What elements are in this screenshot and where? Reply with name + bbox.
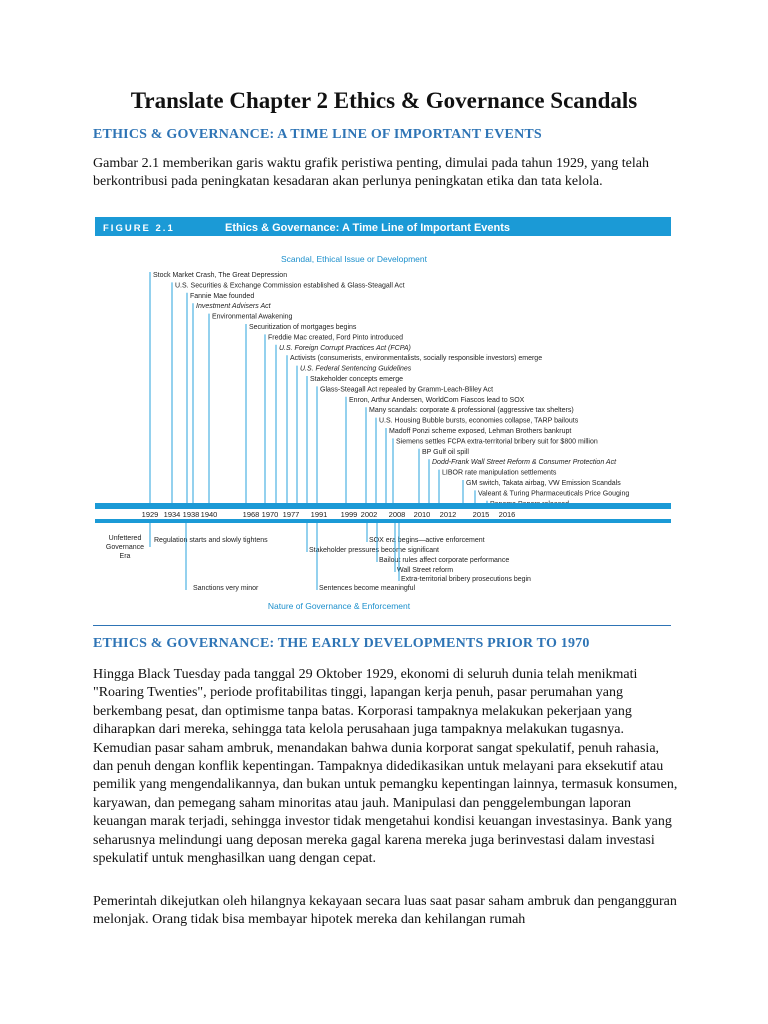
- governance-label: Unfettered: [108, 535, 142, 542]
- timeline-bottom-bar: [95, 519, 671, 523]
- event-label: GM switch, Takata airbag, VW Emission Scandals: [466, 480, 621, 487]
- body-paragraph-1: Hingga Black Tuesday pada tanggal 29 Oktober 1929, ekonomi di seluruh dunia telah menikmati "Roaring Twenties", periode profitabilitas tinggi, lapangan kerja penuh, pasar perumahan yang berkembang pesat, dan optimisme tanpa batas. Korporasi tampaknya melakukan pekerjaan yang diharapkan dari mereka, sehingga tata kelola perusahaan juga tampaknya melakukan tugasnya. Kemudian pasar saham ambruk, menandakan bahwa dunia korporat sangat spekulatif, penuh rahasia, dan penuh dengan konflik kepentingan. Tampaknya didedikasikan untuk melayani para eksekutif atau pemilik yang mengendalikannya, dan bukan untuk pemangku kepentingan lainnya, termasuk konsumen, karyawan, dan pemegang saham minoritas atau jauh. Manipulasi dan penggelembungan laporan keuangan marak terjadi, sehingga investor tidak mengetahui kondisi keuangan investasinya. Bank yang seharusnya melindungi uang deposan mereka gagal karena mereka juga berinvestasi dalam investasi spekulatif untuk menghasilkan uang dengan cepat.: [93, 667, 678, 867]
- event-label: Siemens settles FCPA extra-territorial bribery suit for $800 million: [396, 438, 598, 446]
- section-heading-early-developments: ETHICS & GOVERNANCE: THE EARLY DEVELOPMENTS PRIOR TO 1970: [93, 636, 590, 651]
- governance-label: Sentences become meaningful: [319, 585, 416, 592]
- event-label: Dodd-Frank Wall Street Reform & Consumer Protection Act: [432, 459, 617, 467]
- year-label: 1940: [200, 510, 218, 519]
- event-label: Investment Advisers Act: [196, 303, 271, 311]
- event-label: U.S. Foreign Corrupt Practices Act (FCPA): [279, 344, 411, 352]
- section-heading-timeline: ETHICS & GOVERNANCE: A TIME LINE OF IMPORTANT EVENTS: [93, 127, 542, 142]
- event-group: [150, 272, 629, 508]
- event-label: U.S. Federal Sentencing Guidelines: [300, 365, 412, 373]
- event-label: Fannie Mae founded: [190, 292, 255, 300]
- event-label: U.S. Securities & Exchange Commission established & Glass-Steagall Act: [175, 282, 405, 290]
- scandal-caption: Scandal, Ethical Issue or Development: [281, 254, 427, 264]
- event-label: Valeant & Turing Pharmaceuticals Price Gouging: [478, 490, 630, 498]
- intro-paragraph: Gambar 2.1 memberikan garis waktu grafik peristiwa penting, dimulai pada tahun 1929, yang telah berkontribusi pada peningkatan kesadaran akan perlunya peningkatan etika dan tata kelola.: [93, 156, 649, 190]
- event-label: Environmental Awakening: [212, 313, 293, 321]
- event-label: Many scandals: corporate & professional (aggressive tax shelters): [369, 407, 574, 415]
- event-label: Glass-Steagall Act repealed by Gramm-Leach-Bliley Act: [320, 386, 494, 394]
- event-label: Activists (consumerists, environmentalists, socially responsible investors) emerge: [290, 355, 543, 363]
- year-label: 1938: [182, 510, 200, 519]
- year-label: 2008: [388, 510, 406, 519]
- body-paragraph-2: Pemerintah dikejutkan oleh hilangnya kekayaan secara luas saat pasar saham ambruk dan pengangguran melonjak. Orang tidak bisa membayar hipotek mereka dan kehilangan rumah: [93, 894, 677, 928]
- year-label: 1999: [340, 510, 358, 519]
- governance-label: Stakeholder pressures become significant: [309, 547, 439, 554]
- year-label: 1970: [261, 510, 279, 519]
- governance-label: Era: [119, 553, 131, 560]
- year-label: 1929: [141, 510, 159, 519]
- year-label: 2012: [439, 510, 457, 519]
- governance-label: SOX era begins—active enforcement: [369, 537, 485, 544]
- year-label: 2015: [472, 510, 490, 519]
- governance-caption: Nature of Governance & Enforcement: [267, 601, 411, 611]
- governance-label: Sanctions very minor: [193, 585, 259, 592]
- governance-label: Regulation starts and slowly tightens: [154, 537, 268, 544]
- event-label: Madoff Ponzi scheme exposed, Lehman Brothers bankrupt: [389, 428, 572, 435]
- governance-label: Bailout rules affect corporate performance: [379, 557, 510, 564]
- event-label: Stakeholder concepts emerge: [310, 376, 403, 383]
- year-label: 2016: [498, 510, 516, 519]
- figure-label: FIGURE 2.1: [103, 223, 175, 234]
- event-label: LIBOR rate manipulation settlements: [442, 469, 557, 477]
- event-label: BP Gulf oil spill: [422, 448, 469, 456]
- figure-title: Ethics & Governance: A Time Line of Important Events: [225, 222, 511, 234]
- year-label: 2002: [360, 510, 378, 519]
- page-title: Translate Chapter 2 Ethics & Governance Scandals: [130, 88, 638, 113]
- governance-label: Governance: [105, 544, 145, 551]
- event-label: Enron, Arthur Andersen, WorldCom Fiascos lead to SOX: [349, 396, 525, 404]
- year-label: 1977: [282, 510, 300, 519]
- year-group: [142, 510, 516, 519]
- governance-group: [106, 523, 531, 592]
- event-label: Securitization of mortgages begins: [249, 324, 357, 331]
- timeline-figure: [95, 217, 671, 620]
- section-divider: [93, 625, 671, 626]
- timeline-top-bar: [95, 503, 671, 509]
- governance-label: Wall Street reform: [397, 567, 454, 574]
- event-label: Freddie Mac created, Ford Pinto introduced: [268, 334, 404, 342]
- governance-label: Extra-territorial bribery prosecutions begin: [401, 576, 531, 583]
- year-label: 1934: [163, 510, 181, 519]
- event-label: U.S. Housing Bubble bursts, economies collapse, TARP bailouts: [379, 417, 579, 425]
- year-label: 1991: [310, 510, 328, 519]
- year-label: 1968: [242, 510, 260, 519]
- year-label: 2010: [413, 510, 431, 519]
- event-label: Stock Market Crash, The Great Depression: [153, 272, 288, 279]
